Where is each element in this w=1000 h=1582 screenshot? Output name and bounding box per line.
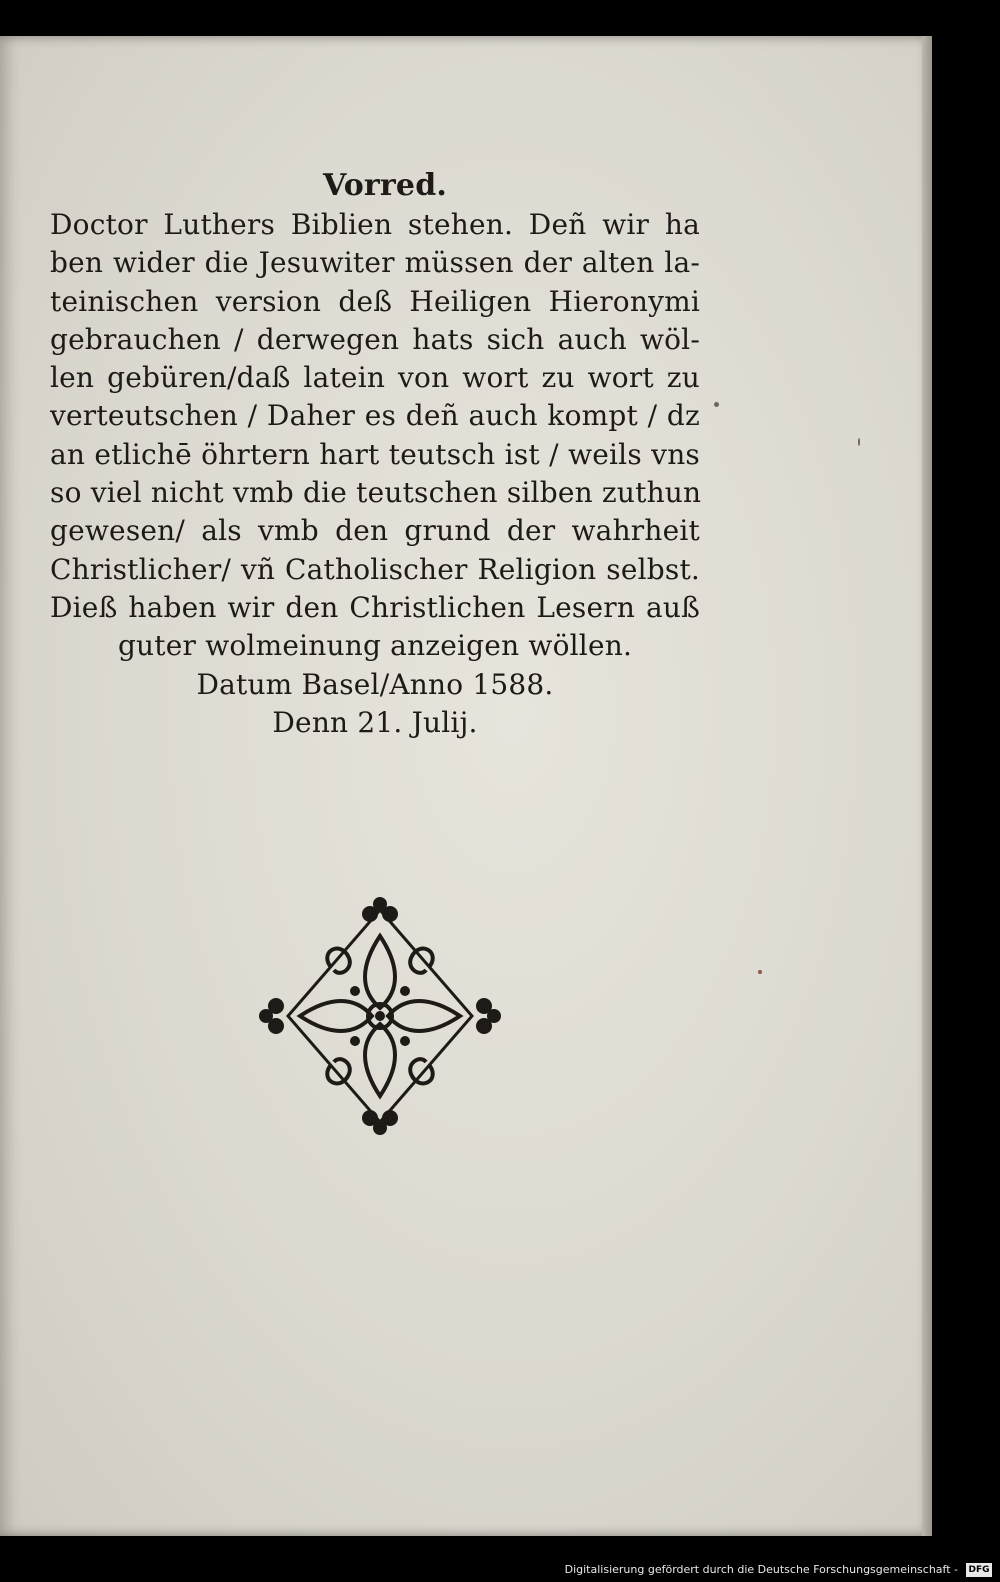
date-day-line: Denn 21. Julij. — [272, 705, 478, 739]
text-line-centered: guter wolmeinung anzeigen wöllen. — [117, 629, 633, 663]
preface-text — [50, 166, 700, 742]
paper-speck — [758, 970, 762, 974]
text-line: so viel nicht vmb die teutschen silben zuthun — [50, 476, 702, 510]
date-line: Datum Basel/Anno 1588. — [196, 667, 554, 701]
text-line: verteutschen / Daher es deñ auch kompt / dz — [50, 399, 700, 433]
digitization-credit: Digitalisierung gefördert durch die Deutsche Forschungsgemeinschaft - — [564, 1563, 958, 1576]
paper-speck — [858, 438, 860, 446]
text-line: teinischen version deß Heiligen Hieronymi — [50, 284, 700, 318]
page-heading: Vorred. — [322, 168, 448, 203]
text-line: Dieß haben wir den Christlichen Lesern auß — [50, 590, 700, 624]
page-edge — [922, 36, 932, 1536]
text-line: Christlicher/ vñ Catholischer Religion selbst. — [50, 552, 700, 586]
text-line: gebrauchen / derwegen hats sich auch wöl- — [50, 322, 700, 356]
dfg-logo: DFG — [966, 1563, 992, 1577]
text-line: ben wider die Jesuwiter müssen der alten la- — [50, 246, 700, 280]
text-line: gewesen/ als vmb den grund der wahrheit — [50, 514, 700, 548]
book-page — [0, 36, 932, 1536]
text-line: len gebüren/daß latein von wort zu wort zu — [50, 361, 700, 395]
text-line: Doctor Luthers Biblien stehen. Deñ wir ha — [50, 208, 700, 241]
text-line: an etlichē öhrtern hart teutsch ist / weils vns — [50, 437, 700, 471]
fleuron-ornament-icon — [258, 896, 502, 1136]
paper-speck — [714, 402, 719, 407]
